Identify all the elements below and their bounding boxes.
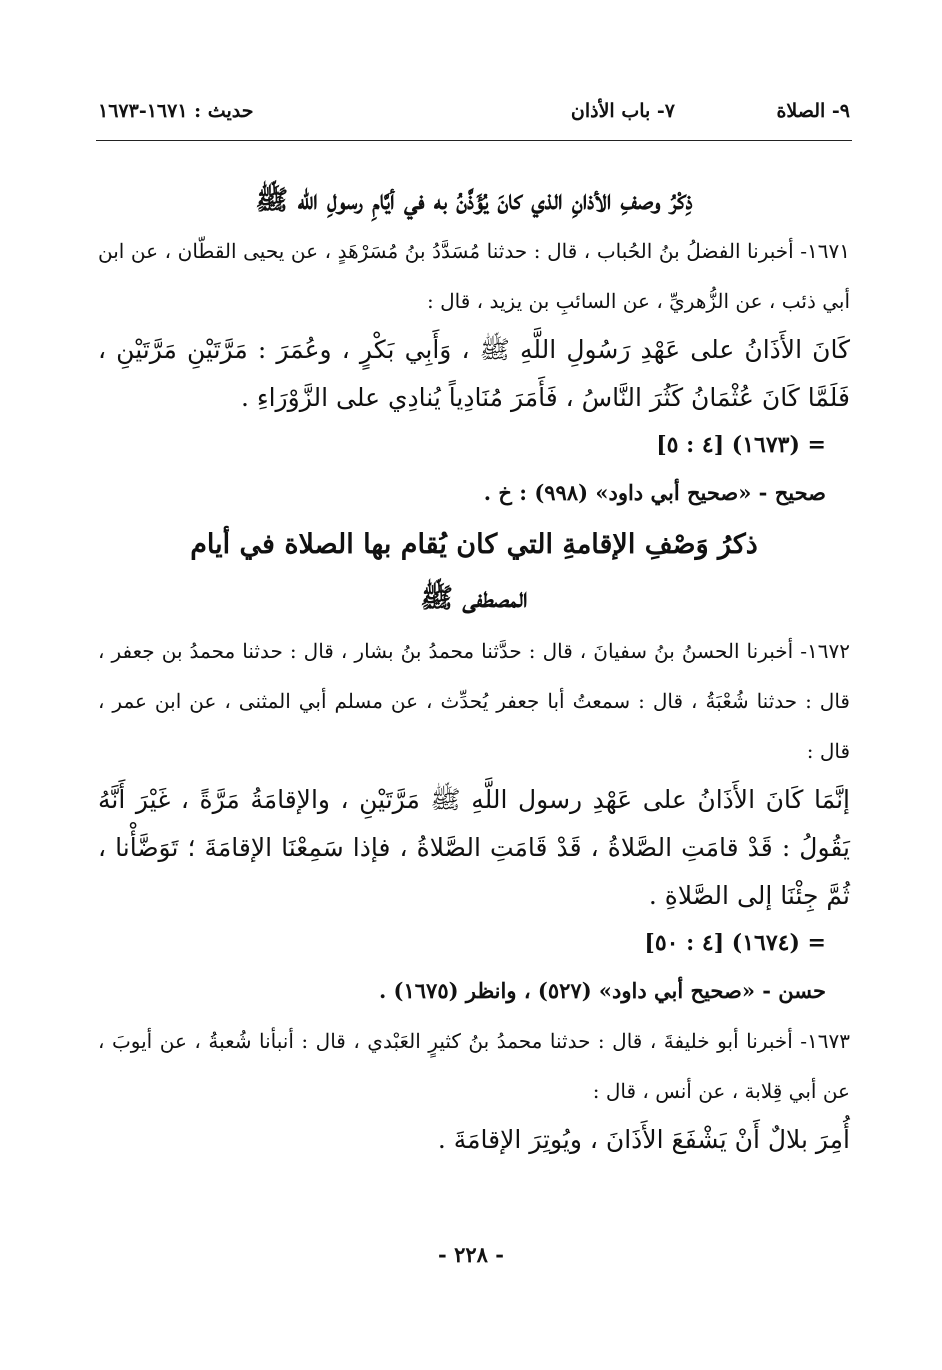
hadith-matn: إنَّمَا كَانَ الأَذَانُ على عَهْدِ رسول اللَّهِ ﷺ مَرَّتَيْنِ ، والإقامَةُ مَرَّةً ، غَيْرَ أَنَّهُ يَقُولُ : قَدْ قامَتِ الصَّلاةُ ، قَدْ قَامَتِ الصَّلاةُ ، فإذا سَمِعْنَا الإقامَةَ ؛ تَوَضَّأْنا ، ثُمَّ جِئْنَا إلى الصَّلاةِ . [98,785,850,910]
hadith-matn: أُمِرَ بلالٌ أَنْ يَشْفَعَ الأَذَانَ ، ويُوتِرَ الإقامَةَ . [437,1125,850,1154]
hadith-isnad: ١٦٧٢- أخبرنا الحسنُ بنُ سفيانَ ، قال : حدَّثنا محمدُ بنُ بشار ، قال : حدثنا محمدُ بن جعفر ، قال : حدثنا شُعْبَةُ ، قال : سمعتُ أبا جعفر يُحدِّث ، عن مسلم أبي المثنى ، عن ابن عمر ، قال : [98,639,850,763]
header-hadith-range: حديث : ١٦٧١-١٦٧٣ [98,100,254,122]
hadith-matn: كَانَ الأَذَانُ على عَهْدِ رَسُولِ اللَّهِ ﷺ ، وَأَبِي بَكْرٍ ، وعُمَرَ : مَرَّتَيْنِ مَرَّتَيْنِ ، فَلَمَّا كَانَ عُثْمَانُ كَثُرَ النَّاسُ ، فَأَمَرَ مُنَادِياً يُنادِي على الزَّوْرَاءِ . [98,335,850,412]
hadith-grade: صحيح - «صحيح أبي داود» (٩٩٨) : خ . [483,480,826,505]
hadith-isnad: ١٦٧٣- أخبرنا أبو خليفةَ ، قال : حدثنا محمدُ بنُ كثيرٍ العَبْدي ، قال : أنبأنا شُعبةُ ، عن أيوبَ ، عن أبي قِلابة ، عن أنس ، قال : [98,1029,850,1103]
section-heading: ذِكْرُ وصفِ الأذانِ الذي كانَ يُؤَذَّنُ به في أيَّامِ رسولِ الله ﷺ [255,185,693,216]
header-chapter-title: ٧- باب الأذان [570,100,675,122]
hadith-grade: حسن - «صحيح أبي داود» (٥٢٧) ، وانظر (١٦٧٥) . [378,978,826,1003]
section-heading: ذكرُ وَصْفِ الإقامةِ التي كان يُقام بها الصلاة في أيام [190,529,758,560]
running-header [98,100,850,132]
page-body [98,176,850,1164]
section-heading-continued: المصطفى ﷺ [420,583,528,614]
hadith-reference: = (١٦٧٤) [٤ : ٥٠] [644,930,826,956]
page-number: - ٢٢٨ - [438,1242,504,1267]
header-book-title: ٩- الصلاة [776,100,850,122]
hadith-reference: = (١٦٧٣) [٤ : ٥] [656,432,826,458]
header-divider [96,140,852,141]
hadith-isnad: ١٦٧١- أخبرنا الفضلُ بنُ الحُباب ، قال : حدثنا مُسَدَّدُ بنُ مُسَرْهَدٍ ، عن يحيى القطّان ، عن ابن أبي ذئب ، عن الزُّهريِّ ، عن السائبِ بن يزيد ، قال : [98,239,850,313]
